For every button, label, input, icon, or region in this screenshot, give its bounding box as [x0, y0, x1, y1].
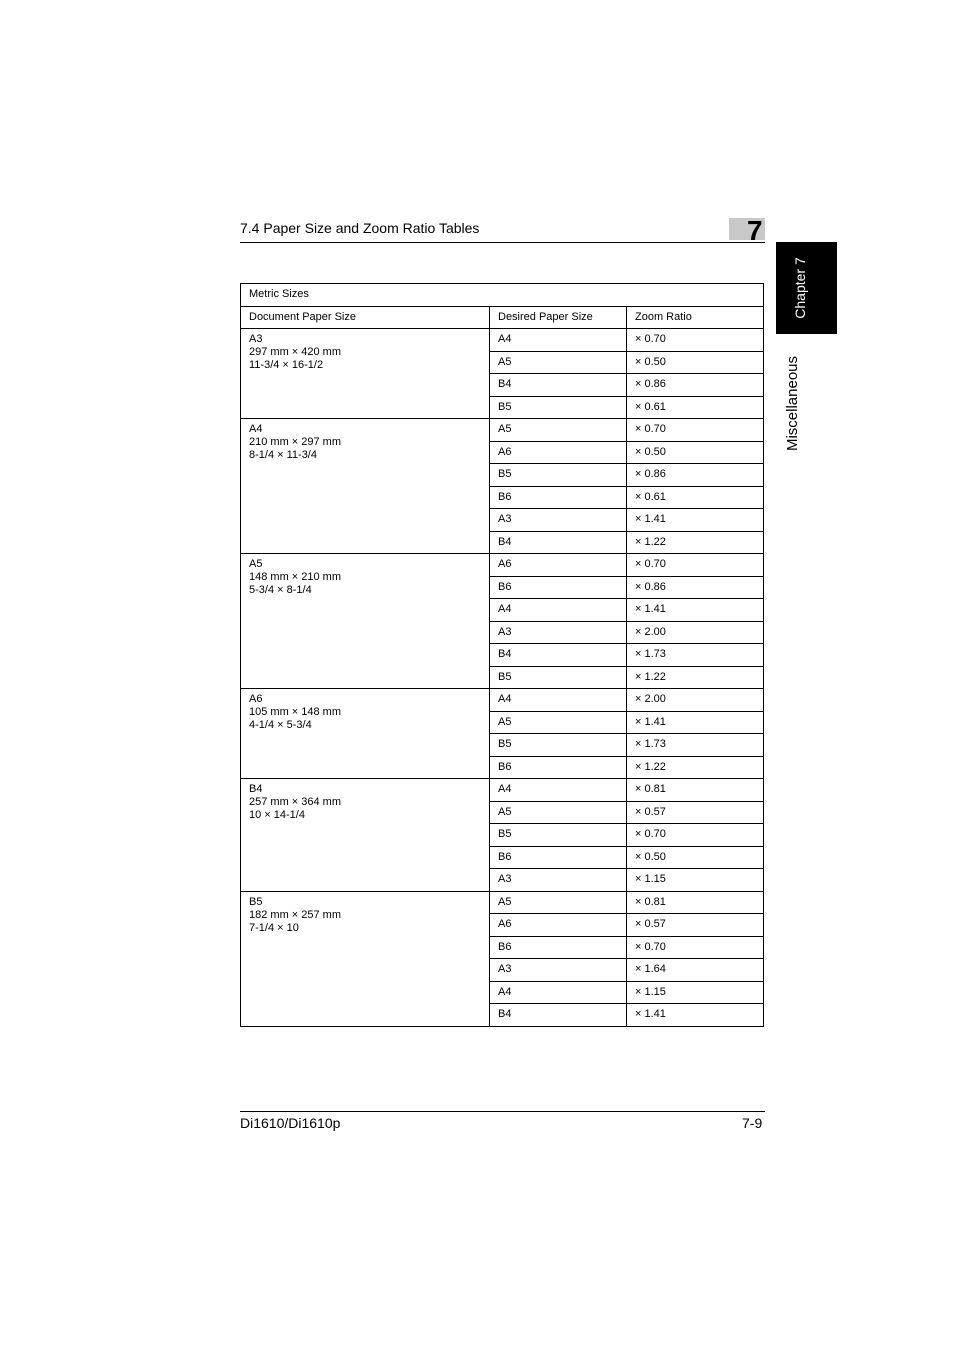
zoom-ratio-cell: × 1.22	[627, 666, 764, 689]
section-title: 7.4 Paper Size and Zoom Ratio Tables	[240, 220, 480, 236]
desired-paper-size-cell: B5	[490, 464, 627, 487]
desired-paper-size-cell: A3	[490, 869, 627, 892]
desired-paper-size-cell: A4	[490, 981, 627, 1004]
zoom-ratio-cell: × 0.86	[627, 374, 764, 397]
zoom-ratio-cell: × 0.61	[627, 486, 764, 509]
zoom-ratio-cell: × 2.00	[627, 621, 764, 644]
desired-paper-size-cell: B5	[490, 396, 627, 419]
desired-paper-size-cell: A4	[490, 779, 627, 802]
zoom-ratio-cell: × 1.15	[627, 981, 764, 1004]
table-row	[241, 329, 764, 352]
table-row	[241, 689, 764, 712]
desired-paper-size-cell: A5	[490, 419, 627, 442]
desired-paper-size-cell: B5	[490, 666, 627, 689]
document-size-line: 210 mm × 297 mm	[249, 436, 342, 448]
zoom-ratio-cell: × 0.50	[627, 846, 764, 869]
zoom-ratio-cell: × 0.70	[627, 936, 764, 959]
document-size-line: 5-3/4 × 8-1/4	[249, 584, 312, 596]
header-document-paper-size: Document Paper Size	[241, 306, 490, 329]
table-row	[241, 554, 764, 577]
desired-paper-size-cell: B4	[490, 644, 627, 667]
zoom-ratio-cell: × 1.15	[627, 869, 764, 892]
desired-paper-size-cell: A6	[490, 441, 627, 464]
zoom-ratio-cell: × 0.86	[627, 464, 764, 487]
table-header-row	[241, 306, 764, 329]
header-zoom-ratio: Zoom Ratio	[627, 306, 764, 329]
document-size-line: A4	[249, 423, 263, 435]
desired-paper-size-cell: A5	[490, 801, 627, 824]
chapter-number: 7	[747, 215, 763, 246]
table-row	[241, 419, 764, 442]
document-paper-size-cell	[241, 689, 490, 779]
desired-paper-size-cell: A5	[490, 891, 627, 914]
desired-paper-size-cell: B6	[490, 846, 627, 869]
desired-paper-size-cell: A5	[490, 711, 627, 734]
table-row	[241, 779, 764, 802]
zoom-ratio-cell: × 1.22	[627, 531, 764, 554]
zoom-ratio-cell: × 1.73	[627, 644, 764, 667]
document-size-line: 7-1/4 × 10	[249, 921, 299, 934]
desired-paper-size-cell: B4	[490, 531, 627, 554]
desired-paper-size-cell: A6	[490, 554, 627, 577]
document-paper-size-cell	[241, 554, 490, 689]
desired-paper-size-cell: A3	[490, 509, 627, 532]
table-caption: Metric Sizes	[241, 284, 764, 307]
document-size-line: 10 × 14-1/4	[249, 809, 305, 821]
footer-page-number: 7-9	[742, 1115, 763, 1131]
desired-paper-size-cell: B5	[490, 734, 627, 757]
document-paper-size-cell	[241, 891, 490, 1026]
document-paper-size-cell	[241, 419, 490, 554]
zoom-ratio-cell: × 0.86	[627, 576, 764, 599]
zoom-ratio-cell: × 1.73	[627, 734, 764, 757]
document-size-line: 4-1/4 × 5-3/4	[249, 719, 312, 731]
document-size-line: 8-1/4 × 11-3/4	[249, 449, 317, 461]
document-size-line: 182 mm × 257 mm	[249, 908, 342, 921]
desired-paper-size-cell: B5	[490, 824, 627, 847]
desired-paper-size-cell: A4	[490, 689, 627, 712]
desired-paper-size-cell: B6	[490, 486, 627, 509]
document-size-line: A3	[249, 333, 263, 345]
side-tab-chapter-label: Chapter 7	[792, 257, 808, 319]
document-size-line: A6	[249, 693, 263, 705]
footer-model: Di1610/Di1610p	[240, 1115, 341, 1131]
desired-paper-size-cell: A6	[490, 914, 627, 937]
desired-paper-size-cell: B4	[490, 374, 627, 397]
document-size-line: 148 mm × 210 mm	[249, 571, 342, 583]
zoom-ratio-cell: × 0.81	[627, 891, 764, 914]
zoom-ratio-cell: × 0.50	[627, 351, 764, 374]
side-tab-section-label: Miscellaneous	[784, 356, 801, 452]
document-size-line: 105 mm × 148 mm	[249, 706, 342, 718]
zoom-ratio-cell: × 0.57	[627, 801, 764, 824]
zoom-ratio-cell: × 0.70	[627, 554, 764, 577]
header-rule	[240, 242, 765, 243]
desired-paper-size-cell: A5	[490, 351, 627, 374]
zoom-ratio-table	[240, 283, 764, 1027]
document-size-line: A5	[249, 558, 263, 570]
zoom-ratio-cell: × 0.70	[627, 824, 764, 847]
zoom-ratio-cell: × 0.61	[627, 396, 764, 419]
zoom-ratio-cell: × 1.41	[627, 1004, 764, 1027]
zoom-ratio-cell: × 0.70	[627, 419, 764, 442]
zoom-ratio-cell: × 0.81	[627, 779, 764, 802]
desired-paper-size-cell: A4	[490, 599, 627, 622]
table-row	[241, 891, 764, 914]
desired-paper-size-cell: B6	[490, 756, 627, 779]
document-size-line: B4	[249, 783, 263, 795]
document-size-line: 257 mm × 364 mm	[249, 796, 342, 808]
table-caption-row	[241, 284, 764, 307]
zoom-ratio-cell: × 1.64	[627, 959, 764, 982]
document-paper-size-cell	[241, 329, 490, 419]
zoom-ratio-cell: × 1.41	[627, 509, 764, 532]
header-desired-paper-size: Desired Paper Size	[490, 306, 627, 329]
zoom-ratio-cell: × 0.50	[627, 441, 764, 464]
zoom-ratio-cell: × 0.70	[627, 329, 764, 352]
zoom-ratio-cell: × 0.57	[627, 914, 764, 937]
desired-paper-size-cell: A3	[490, 959, 627, 982]
document-size-line: 11-3/4 × 16-1/2	[249, 359, 324, 371]
footer-rule	[240, 1111, 765, 1112]
zoom-ratio-cell: × 1.41	[627, 711, 764, 734]
document-size-line: B5	[249, 895, 263, 908]
desired-paper-size-cell: B4	[490, 1004, 627, 1027]
zoom-ratio-cell: × 1.22	[627, 756, 764, 779]
desired-paper-size-cell: A4	[490, 329, 627, 352]
desired-paper-size-cell: A3	[490, 621, 627, 644]
desired-paper-size-cell: B6	[490, 936, 627, 959]
zoom-ratio-cell: × 2.00	[627, 689, 764, 712]
document-paper-size-cell	[241, 779, 490, 892]
desired-paper-size-cell: B6	[490, 576, 627, 599]
document-size-line: 297 mm × 420 mm	[249, 346, 342, 358]
zoom-ratio-cell: × 1.41	[627, 599, 764, 622]
